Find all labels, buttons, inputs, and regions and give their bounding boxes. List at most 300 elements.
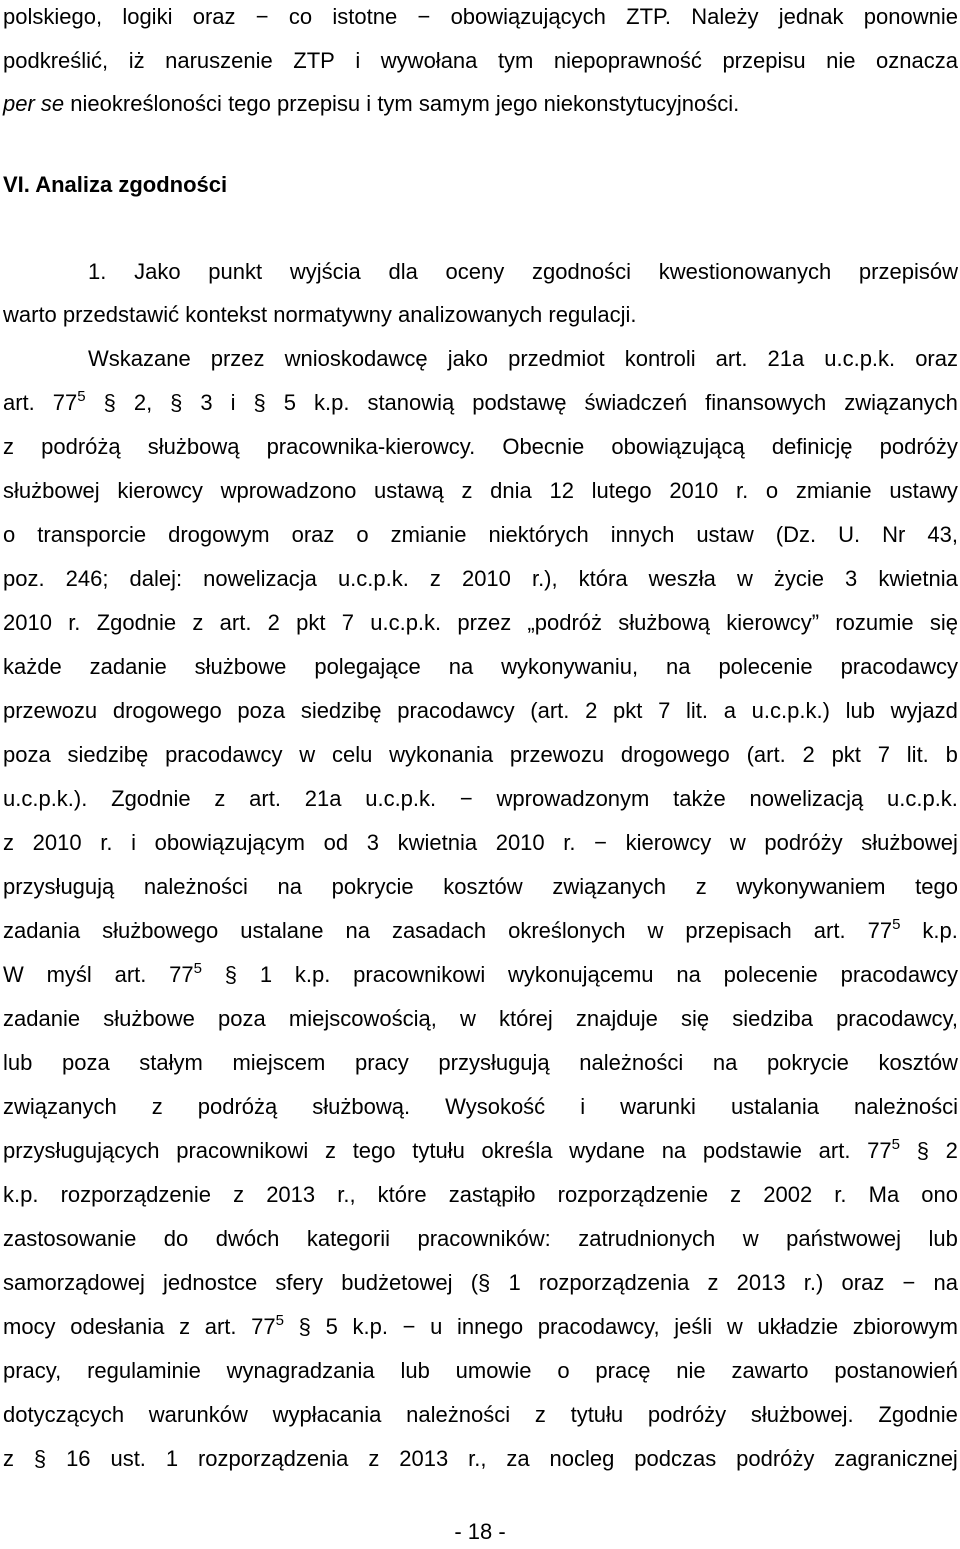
word: obowiązującą bbox=[611, 434, 745, 459]
word: r.) bbox=[803, 1270, 824, 1295]
word: k.p. bbox=[3, 1182, 39, 1207]
text-line bbox=[3, 44, 958, 78]
word: i bbox=[131, 830, 136, 855]
word: przewozu bbox=[509, 742, 605, 767]
text-line bbox=[3, 298, 958, 332]
word: poz. bbox=[3, 566, 45, 591]
page-number: - 18 - bbox=[454, 1519, 506, 1544]
word: 2013 bbox=[736, 1270, 786, 1295]
word: − bbox=[594, 830, 607, 855]
text-line bbox=[3, 1266, 958, 1300]
word: pkt bbox=[296, 610, 326, 635]
word: (Dz. bbox=[775, 522, 817, 547]
word: zastosowanie bbox=[3, 1226, 137, 1251]
word: pracownikowi bbox=[176, 1138, 309, 1163]
word: r. bbox=[100, 830, 113, 855]
word: umowie bbox=[455, 1358, 532, 1383]
word: rozporządzenia bbox=[197, 1446, 349, 1471]
word: przepisów bbox=[858, 259, 958, 284]
word: pokrycie bbox=[331, 874, 414, 899]
word: nie bbox=[826, 48, 856, 73]
word: pracy, bbox=[3, 1358, 62, 1383]
word: lub bbox=[928, 1226, 958, 1251]
text-line bbox=[3, 782, 958, 816]
word: nowelizacją bbox=[749, 786, 864, 811]
word: należności bbox=[854, 1094, 958, 1119]
word: normatywny bbox=[273, 302, 392, 327]
word: niektórych bbox=[488, 522, 589, 547]
word: 246; bbox=[65, 566, 109, 591]
word: 3 bbox=[845, 566, 858, 591]
word: jako bbox=[447, 346, 489, 371]
word: określa bbox=[481, 1138, 553, 1163]
word: wprowadzonym bbox=[496, 786, 650, 811]
word: 1 bbox=[508, 1270, 521, 1295]
word: § bbox=[916, 1138, 929, 1163]
word: z bbox=[214, 786, 226, 811]
word: wynagradzania bbox=[226, 1358, 375, 1383]
word: u.c.p.k. bbox=[887, 786, 958, 811]
word: z bbox=[730, 1182, 742, 1207]
word: per bbox=[3, 91, 35, 116]
word: z bbox=[707, 1270, 719, 1295]
text-line bbox=[3, 914, 958, 948]
word: z bbox=[233, 1182, 245, 1207]
word: 2 bbox=[267, 610, 280, 635]
word: przysługują bbox=[438, 1050, 550, 1075]
word: w bbox=[647, 918, 664, 943]
text-line bbox=[3, 0, 958, 34]
word: zagranicznej bbox=[834, 1446, 958, 1471]
word: przepisu bbox=[277, 91, 361, 116]
text-line bbox=[3, 562, 958, 596]
text-line bbox=[3, 474, 958, 508]
word: się bbox=[929, 610, 958, 635]
text-line bbox=[3, 650, 958, 684]
word: dalej: bbox=[129, 566, 183, 591]
word: u.c.p.k.) bbox=[751, 698, 830, 723]
word: dotyczących bbox=[3, 1402, 125, 1427]
word: r., bbox=[337, 1182, 356, 1207]
word: niepoprawność bbox=[553, 48, 702, 73]
word: 1 bbox=[165, 1446, 179, 1471]
word: art. bbox=[813, 918, 846, 943]
word: podróży bbox=[647, 1402, 727, 1427]
word: podstawie bbox=[702, 1138, 802, 1163]
word: naruszenie bbox=[165, 48, 273, 73]
word: kwestionowanych bbox=[658, 259, 832, 284]
word: 12 bbox=[549, 478, 574, 503]
word: o bbox=[557, 1358, 570, 1383]
word: służbowej. bbox=[750, 1402, 854, 1427]
word: nocleg bbox=[549, 1446, 615, 1471]
word: z bbox=[429, 566, 441, 591]
word: art. bbox=[219, 610, 252, 635]
word: zadanie bbox=[89, 654, 167, 679]
word: art. bbox=[3, 390, 35, 415]
word: pracy bbox=[354, 1050, 409, 1075]
word: z bbox=[192, 610, 204, 635]
word: − bbox=[417, 4, 431, 29]
word: stałym bbox=[139, 1050, 203, 1075]
word: drogowego bbox=[112, 698, 222, 723]
word: Nr bbox=[882, 522, 906, 547]
text-line bbox=[3, 1134, 958, 1168]
text-line bbox=[3, 1046, 958, 1080]
word: miejscowością, bbox=[288, 1006, 437, 1031]
word: oznacza bbox=[876, 48, 958, 73]
word: świadczeń bbox=[584, 390, 688, 415]
word: lit. bbox=[906, 742, 929, 767]
word: § bbox=[33, 1446, 47, 1471]
word: 2 bbox=[585, 698, 598, 723]
word: u bbox=[430, 1314, 443, 1339]
word: i bbox=[580, 1094, 586, 1119]
word: a bbox=[723, 698, 736, 723]
word: 7 bbox=[877, 742, 890, 767]
word: Obecnie bbox=[502, 434, 585, 459]
word: wywołana bbox=[380, 48, 478, 73]
word: na bbox=[277, 874, 302, 899]
word: poza bbox=[61, 1050, 110, 1075]
word: transporcie bbox=[37, 522, 147, 547]
word: u.c.p.k. bbox=[365, 786, 437, 811]
text-line bbox=[88, 255, 958, 289]
word: 3 bbox=[200, 390, 213, 415]
word: ustalane bbox=[240, 918, 324, 943]
word: zbiorowym bbox=[852, 1314, 958, 1339]
word: zmianie bbox=[795, 478, 872, 503]
word: 43, bbox=[927, 522, 958, 547]
word: stanowią bbox=[367, 390, 455, 415]
word: na bbox=[933, 1270, 958, 1295]
word: kierowcy bbox=[117, 478, 203, 503]
word: ustalania bbox=[730, 1094, 820, 1119]
word: przysługują bbox=[3, 874, 115, 899]
word: 21a bbox=[767, 346, 805, 371]
text-line bbox=[88, 342, 958, 376]
word: służbową. bbox=[312, 1094, 411, 1119]
word: z bbox=[151, 1094, 163, 1119]
word: r. bbox=[834, 1182, 847, 1207]
word: przedmiot bbox=[508, 346, 605, 371]
word: z bbox=[179, 1314, 191, 1339]
word: przepisach bbox=[685, 918, 792, 943]
word: punkt bbox=[208, 259, 263, 284]
word: kierowcy” bbox=[726, 610, 820, 635]
word: weszła bbox=[648, 566, 716, 591]
word: z bbox=[324, 1138, 336, 1163]
word: związanych bbox=[844, 390, 958, 415]
word: samym bbox=[418, 91, 490, 116]
word: kosztów bbox=[443, 874, 523, 899]
word: regulacji. bbox=[548, 302, 637, 327]
word: kierowcy bbox=[625, 830, 712, 855]
word: kontroli bbox=[624, 346, 696, 371]
word: ust. bbox=[110, 1446, 146, 1471]
word: w bbox=[299, 742, 316, 767]
word: logiki bbox=[122, 4, 173, 29]
word: podróży bbox=[764, 830, 843, 855]
word: rozporządzenia bbox=[538, 1270, 690, 1295]
word: podróżą bbox=[197, 1094, 278, 1119]
word: obowiązujących bbox=[450, 4, 606, 29]
word: § bbox=[170, 390, 183, 415]
word: regulaminie bbox=[87, 1358, 201, 1383]
word: finansowych bbox=[705, 390, 827, 415]
word: zadania bbox=[3, 918, 81, 943]
word: $77^5$ bbox=[251, 1312, 284, 1339]
word: nieokreśloności bbox=[70, 91, 222, 116]
word: pkt bbox=[613, 698, 643, 723]
word: dla bbox=[388, 259, 418, 284]
word: mocy bbox=[3, 1314, 56, 1339]
word: tego bbox=[352, 1138, 396, 1163]
word: (art. bbox=[746, 742, 786, 767]
word: na bbox=[666, 654, 691, 679]
word: pracownika-kierowcy. bbox=[266, 434, 476, 459]
word: wnioskodawcę bbox=[284, 346, 428, 371]
word: służbową bbox=[618, 610, 710, 635]
word: istotne bbox=[332, 4, 398, 29]
word: na bbox=[661, 1138, 687, 1163]
word: pracowników: bbox=[417, 1226, 551, 1251]
word: k.p. bbox=[294, 962, 331, 987]
word: na bbox=[448, 654, 474, 679]
text-line bbox=[3, 738, 958, 772]
word: zmianie bbox=[390, 522, 467, 547]
text-line bbox=[3, 518, 958, 552]
word: celu bbox=[331, 742, 373, 767]
word: podczas bbox=[634, 1446, 717, 1471]
word: wydane bbox=[569, 1138, 645, 1163]
word: pracodawcy, bbox=[836, 1006, 958, 1031]
word: i bbox=[230, 390, 236, 415]
word: która bbox=[578, 566, 628, 591]
word: znajduje bbox=[575, 1006, 658, 1031]
word: pracodawcy bbox=[840, 962, 958, 987]
word: art. bbox=[204, 1314, 237, 1339]
word: do bbox=[163, 1226, 189, 1251]
word: k.p. bbox=[313, 390, 350, 415]
text-line bbox=[3, 1002, 958, 1036]
word: ponownie bbox=[863, 4, 958, 29]
word: siedziba bbox=[732, 1006, 813, 1031]
word: k.p. bbox=[922, 918, 958, 943]
word: § bbox=[103, 390, 116, 415]
word: służbową bbox=[147, 434, 240, 459]
word: pkt bbox=[831, 742, 861, 767]
word: w bbox=[726, 1314, 743, 1339]
word: oraz bbox=[291, 522, 335, 547]
word: określonych bbox=[508, 918, 626, 943]
word: ustawy bbox=[889, 478, 958, 503]
word: wyjazd bbox=[890, 698, 958, 723]
word: warunków bbox=[148, 1402, 248, 1427]
word: wyjścia bbox=[289, 259, 361, 284]
word: należności bbox=[143, 874, 248, 899]
word: 2 bbox=[802, 742, 815, 767]
word: § bbox=[298, 1314, 311, 1339]
word: innych bbox=[610, 522, 675, 547]
word: w bbox=[729, 830, 746, 855]
word: 2013 bbox=[399, 1446, 449, 1471]
word: przysługujących bbox=[3, 1138, 160, 1163]
word: 7 bbox=[341, 610, 354, 635]
word: ZTP bbox=[293, 48, 335, 73]
word: Należy bbox=[691, 4, 759, 29]
word: z bbox=[3, 1446, 14, 1471]
word: oceny bbox=[445, 259, 505, 284]
word: − bbox=[255, 4, 269, 29]
word: U. bbox=[838, 522, 861, 547]
word: r.), bbox=[531, 566, 558, 591]
word: jeśli bbox=[674, 1314, 713, 1339]
word: (art. bbox=[530, 698, 570, 723]
word: wprowadzono bbox=[220, 478, 357, 503]
word: przez bbox=[210, 346, 265, 371]
word: sfery bbox=[275, 1270, 324, 1295]
word: postanowień bbox=[834, 1358, 958, 1383]
word: przewozu bbox=[3, 698, 98, 723]
word: definicję bbox=[771, 434, 853, 459]
word: na bbox=[676, 962, 701, 987]
word: 1. bbox=[88, 259, 107, 284]
word: $77^5$ bbox=[52, 388, 86, 415]
word: każde bbox=[3, 654, 62, 679]
text-line bbox=[3, 386, 958, 420]
word: z bbox=[534, 1402, 546, 1427]
word: § bbox=[253, 390, 266, 415]
word: kwietnia bbox=[878, 566, 958, 591]
word: pracodawcy, bbox=[537, 1314, 660, 1339]
text-line bbox=[3, 1398, 958, 1432]
word: k.p. bbox=[352, 1314, 388, 1339]
word: Zgodnie bbox=[111, 786, 191, 811]
word: z bbox=[3, 830, 14, 855]
word: se bbox=[40, 91, 65, 116]
word: Wysokość bbox=[445, 1094, 546, 1119]
section-heading bbox=[3, 168, 958, 202]
word: podróży bbox=[736, 1446, 815, 1471]
word: pokrycie bbox=[766, 1050, 849, 1075]
word: jednak bbox=[778, 4, 844, 29]
text-line bbox=[3, 1178, 958, 1212]
word: kontekst bbox=[185, 302, 268, 327]
word: obowiązującym bbox=[154, 830, 305, 855]
word: r. bbox=[735, 478, 749, 503]
word: 16 bbox=[66, 1446, 91, 1471]
text-line bbox=[3, 87, 958, 121]
word: z bbox=[3, 434, 14, 459]
word: 2 bbox=[945, 1138, 958, 1163]
word: Ma bbox=[868, 1182, 900, 1207]
text-line bbox=[3, 1354, 958, 1388]
word: o bbox=[765, 478, 779, 503]
word: ustawą bbox=[374, 478, 444, 503]
word: także bbox=[673, 786, 726, 811]
word: się bbox=[680, 1006, 710, 1031]
word: lub bbox=[3, 1050, 33, 1075]
word: polskiego, bbox=[3, 4, 103, 29]
word: Zgodnie bbox=[878, 1402, 958, 1427]
word: służbowej bbox=[861, 830, 958, 855]
word: drogowym bbox=[168, 522, 270, 547]
word: $77^5$ bbox=[867, 1136, 900, 1163]
word: o bbox=[356, 522, 369, 547]
word: − bbox=[902, 1270, 916, 1295]
word: wykonywaniem bbox=[736, 874, 886, 899]
word: iż bbox=[128, 48, 145, 73]
word: W bbox=[3, 962, 24, 987]
word: służbowego bbox=[102, 918, 219, 943]
word: dnia bbox=[490, 478, 532, 503]
word: oraz bbox=[841, 1270, 885, 1295]
word: jednostce bbox=[163, 1270, 258, 1295]
word: polecenie bbox=[723, 962, 818, 987]
word: nowelizacja bbox=[203, 566, 317, 591]
word: 7 bbox=[658, 698, 671, 723]
word: tym bbox=[377, 91, 413, 116]
word: 2010 bbox=[669, 478, 719, 503]
word: r., bbox=[468, 1446, 487, 1471]
word: tytułu bbox=[412, 1138, 465, 1163]
word: 3 bbox=[366, 830, 379, 855]
word: lub bbox=[845, 698, 875, 723]
text-line bbox=[3, 1310, 958, 1344]
word: 2010 bbox=[495, 830, 545, 855]
word: $77^5$ bbox=[169, 960, 202, 987]
word: art. bbox=[715, 346, 748, 371]
word: 2010 bbox=[32, 830, 82, 855]
word: 2010 bbox=[3, 610, 52, 635]
word: pracodawcy bbox=[165, 742, 283, 767]
word: lutego bbox=[591, 478, 652, 503]
word: zadanie bbox=[3, 1006, 81, 1031]
word: na bbox=[712, 1050, 738, 1075]
word: tym bbox=[497, 48, 534, 73]
word: VI. bbox=[3, 172, 30, 197]
word: wykonania bbox=[389, 742, 494, 767]
word: co bbox=[288, 4, 313, 29]
word: kategorii bbox=[306, 1226, 390, 1251]
text-line bbox=[3, 606, 958, 640]
text-line bbox=[3, 826, 958, 860]
word: myśl bbox=[46, 962, 92, 987]
word: podkreślić, bbox=[3, 48, 109, 73]
word: związanych bbox=[3, 1094, 117, 1119]
word: służbowe bbox=[103, 1006, 195, 1031]
word: służbowe bbox=[194, 654, 287, 679]
word: nie bbox=[676, 1358, 706, 1383]
word: z bbox=[368, 1446, 380, 1471]
word: przedstawić bbox=[62, 302, 180, 327]
word: rozporządzenie bbox=[557, 1182, 709, 1207]
text-line bbox=[3, 1222, 958, 1256]
word: rozumie bbox=[835, 610, 914, 635]
word: w bbox=[742, 1226, 759, 1251]
word: przez bbox=[457, 610, 512, 635]
word: pracodawcy bbox=[397, 698, 515, 723]
word: służbowej bbox=[3, 478, 100, 503]
word: r. bbox=[68, 610, 81, 635]
word: należności bbox=[406, 1402, 511, 1427]
word: poza bbox=[218, 1006, 266, 1031]
word: należności bbox=[579, 1050, 684, 1075]
text-line bbox=[3, 958, 958, 992]
word: § bbox=[224, 962, 238, 987]
text-line bbox=[3, 430, 958, 464]
